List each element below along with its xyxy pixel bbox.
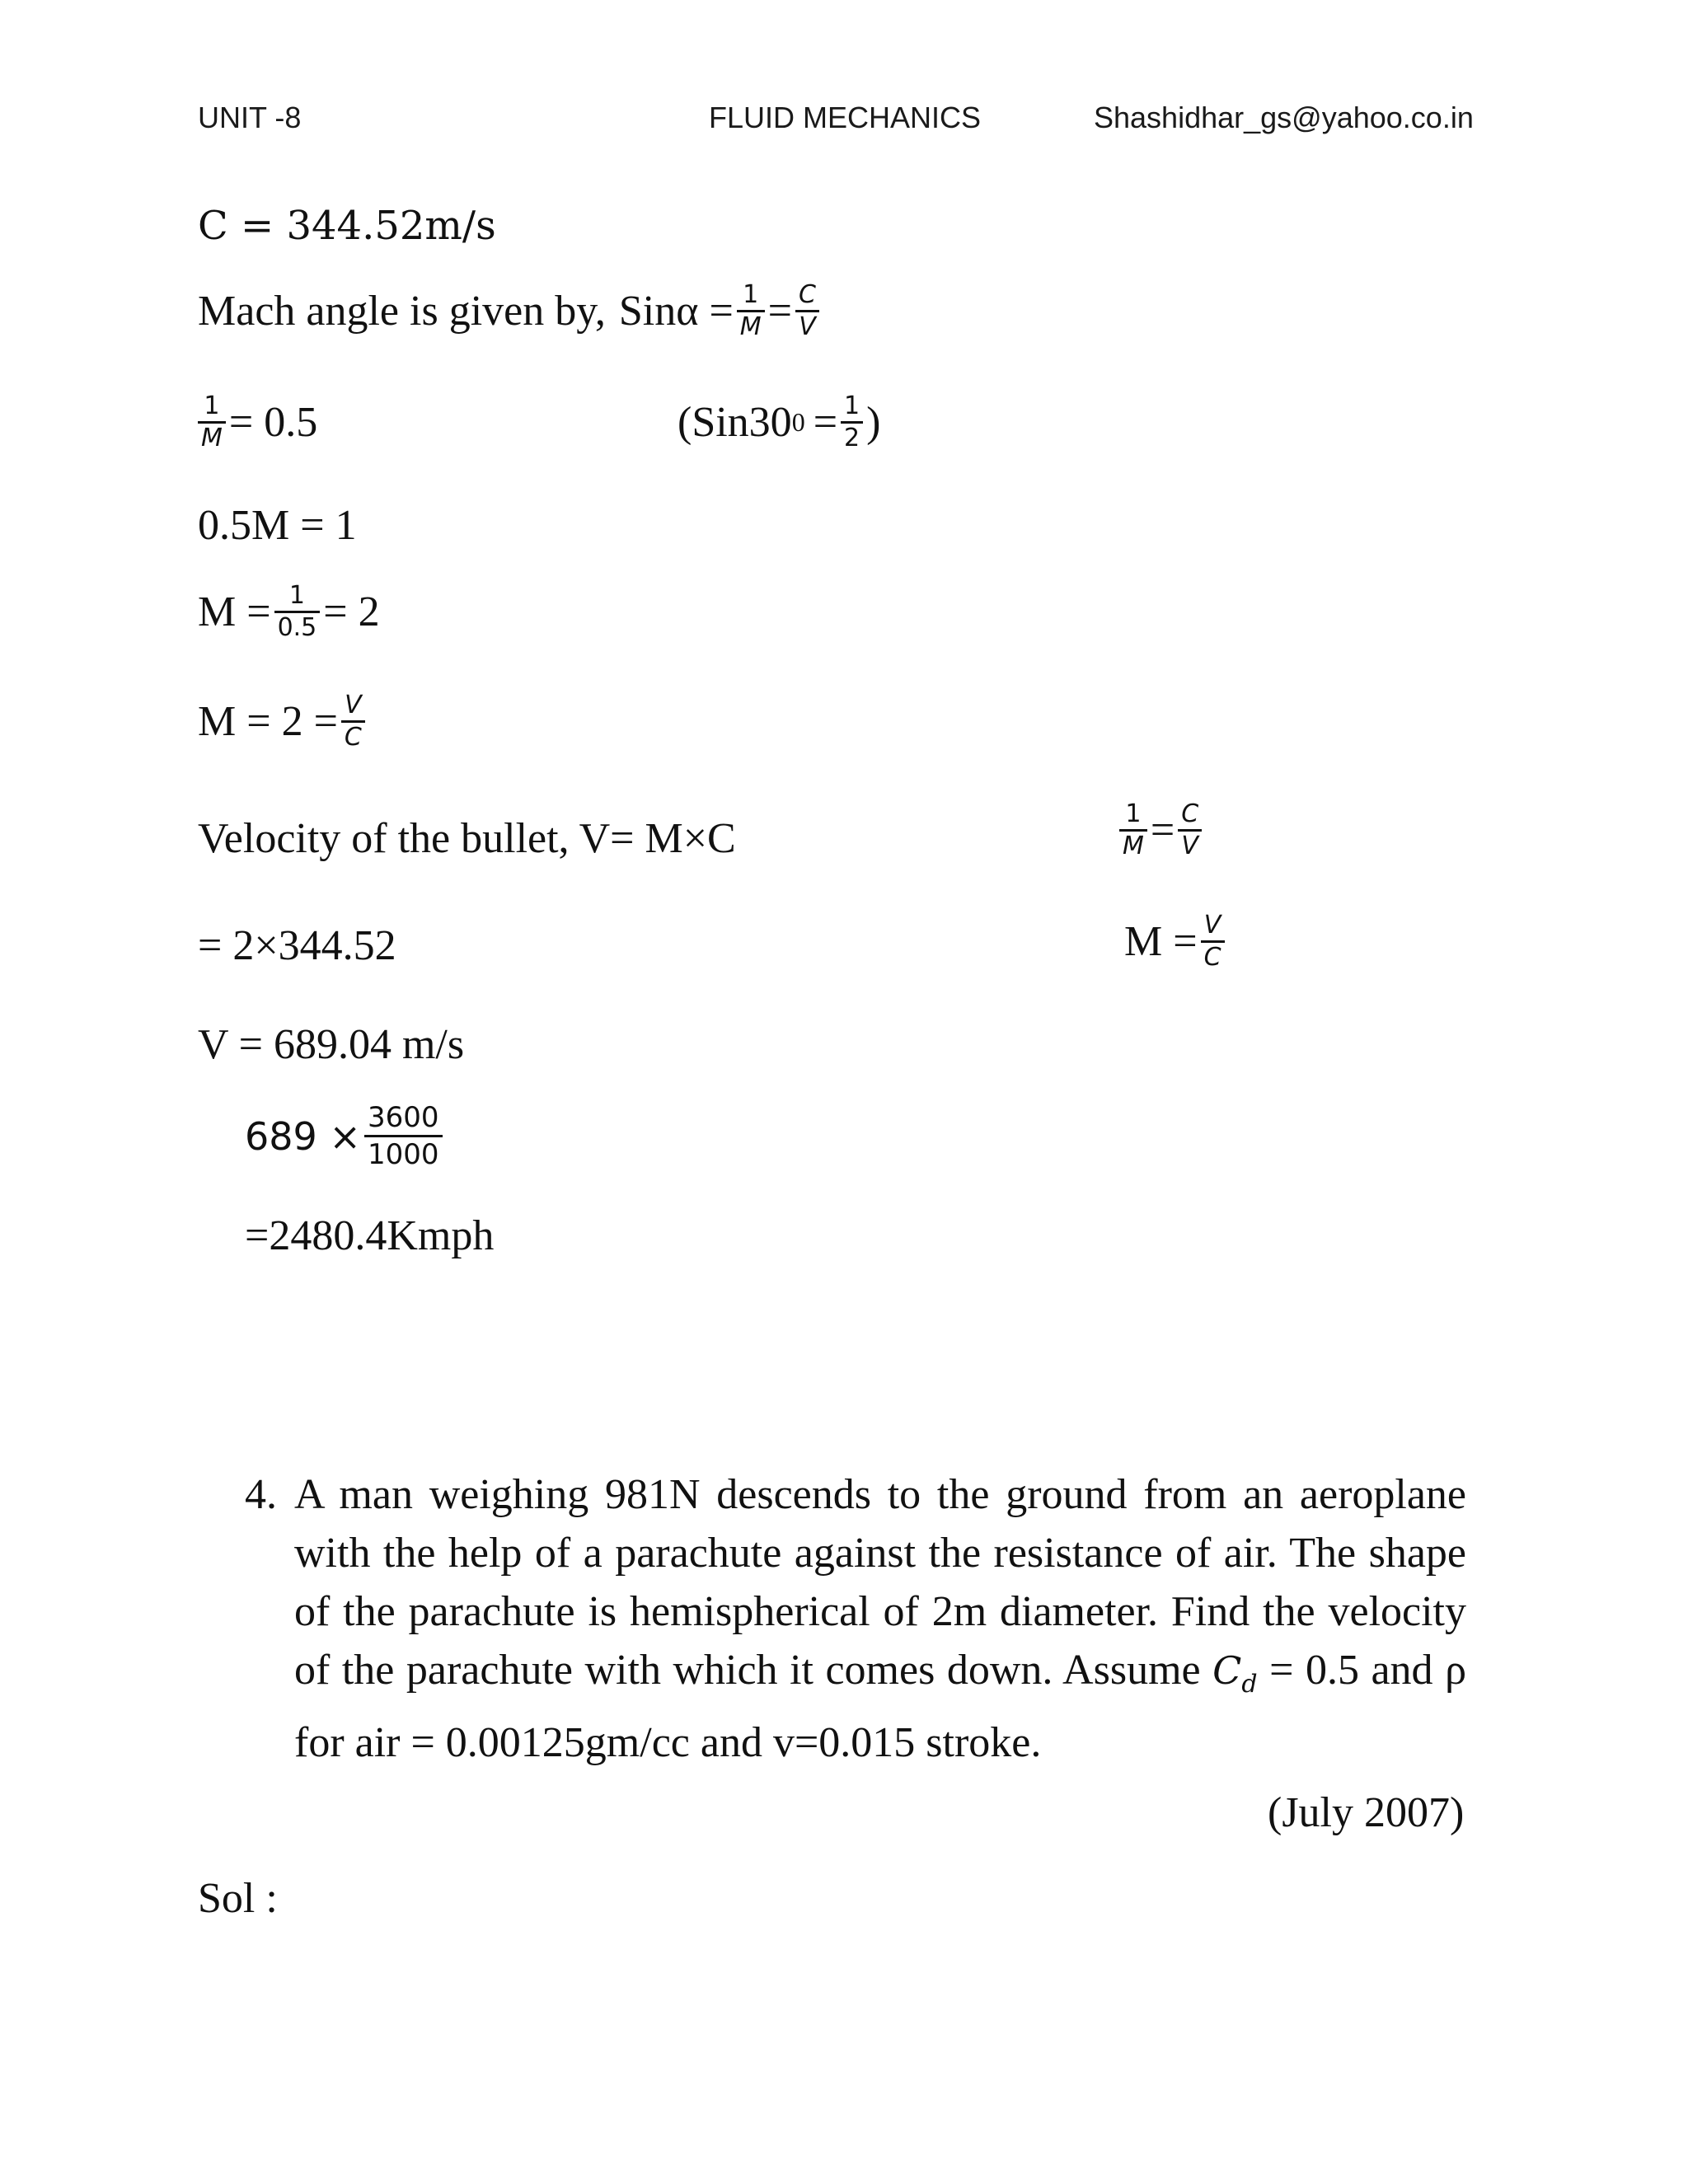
denominator: 1000 [364, 1135, 443, 1172]
fraction-v-over-c [1201, 911, 1225, 972]
mach-angle-lhs: Sinα = [618, 288, 734, 335]
denominator: V [795, 310, 819, 342]
velocity-label-line: Velocity of the bullet, V= M×C [198, 815, 736, 862]
m-two-lhs: M = 2 = [198, 698, 338, 745]
numerator: 3600 [367, 1101, 439, 1134]
kmph-lhs: 689 × [245, 1113, 361, 1159]
side-note-m-equals [1124, 911, 1228, 972]
speed-of-sound-line: C = 344.52m/s [198, 203, 496, 249]
fraction-c-over-v [1178, 799, 1202, 861]
numerator: C [799, 280, 816, 309]
m-value-line [198, 581, 380, 643]
fraction-v-over-c [341, 691, 365, 752]
m-equals: M = [198, 588, 271, 635]
numerator: 1 [743, 280, 759, 309]
m-result: = 2 [323, 588, 380, 635]
one-over-m-line [195, 391, 317, 453]
denominator: M [1119, 829, 1147, 861]
mach-angle-line [198, 280, 823, 342]
drag-coefficient-subscript: d [1241, 1670, 1258, 1699]
denominator: M [198, 421, 226, 453]
numerator: V [345, 691, 362, 719]
fraction-1-over-m [737, 280, 765, 342]
header-email: Shashidhar_gs@yahoo.co.in [1094, 101, 1474, 134]
fraction-c-over-v [795, 280, 819, 342]
side-note-1-over-m [1116, 799, 1205, 861]
half-m-line: 0.5M = 1 [198, 502, 357, 549]
half-value: = 0.5 [228, 399, 318, 446]
problem-4 [245, 1465, 1466, 1772]
sin30-equals: = [813, 399, 838, 446]
fraction-3600-over-1000 [364, 1100, 443, 1172]
problem-source: (July 2007) [1268, 1789, 1465, 1836]
numerator: 1 [844, 391, 860, 420]
problem-text-part-2: = 0.5 and ρ for air = 0.00125gm/cc and v=0.015 stroke. [294, 1647, 1467, 1767]
fraction-one-half [841, 391, 863, 453]
fraction-1-over-half [274, 581, 321, 643]
numerator: 1 [1125, 799, 1142, 828]
velocity-calc-line: = 2×344.52 [198, 922, 396, 969]
numerator: 1 [204, 391, 220, 420]
equals-sign: = [767, 288, 792, 335]
fraction-1-over-m [198, 391, 226, 453]
kmph-conversion-line [245, 1100, 446, 1172]
denominator: V [1178, 829, 1202, 861]
sin30-open: (Sin30 [678, 399, 792, 446]
m-two-line [198, 691, 368, 752]
header-subject: FLUID MECHANICS [709, 101, 982, 134]
problem-text [294, 1465, 1466, 1772]
velocity-result-line: V = 689.04 m/s [198, 1021, 465, 1068]
denominator: M [737, 310, 765, 342]
denominator: C [1201, 940, 1225, 972]
drag-coefficient-letter: C [1212, 1648, 1242, 1693]
numerator: 1 [288, 581, 305, 610]
fraction-1-over-m [1119, 799, 1147, 861]
mach-angle-label: Mach angle is given by, [198, 288, 606, 335]
sin30-close: ) [866, 399, 881, 446]
sin30-note [678, 391, 880, 453]
denominator: 2 [841, 421, 863, 453]
problem-number: 4. [245, 1471, 277, 1518]
numerator: C [1181, 799, 1199, 828]
kmph-result-line: =2480.4Kmph [245, 1212, 495, 1259]
denominator: C [341, 720, 365, 752]
header-unit: UNIT -8 [198, 101, 302, 134]
side-m-equals: M = [1124, 918, 1198, 965]
denominator: 0.5 [274, 611, 321, 643]
degree-superscript: 0 [791, 407, 805, 437]
solution-label: Sol : [198, 1875, 278, 1922]
equals-sign: = [1150, 807, 1175, 854]
numerator: V [1203, 911, 1221, 940]
problem-text-part-1: A man weighing 981N descends to the ground from an aeroplane with the help of a parachute against the resistance of air. The shape of the parachute is hemispherical of 2m diameter. Find the velocity of the parachute with which it comes down. Assume [294, 1471, 1466, 1694]
drag-coefficient-symbol [1212, 1648, 1258, 1699]
